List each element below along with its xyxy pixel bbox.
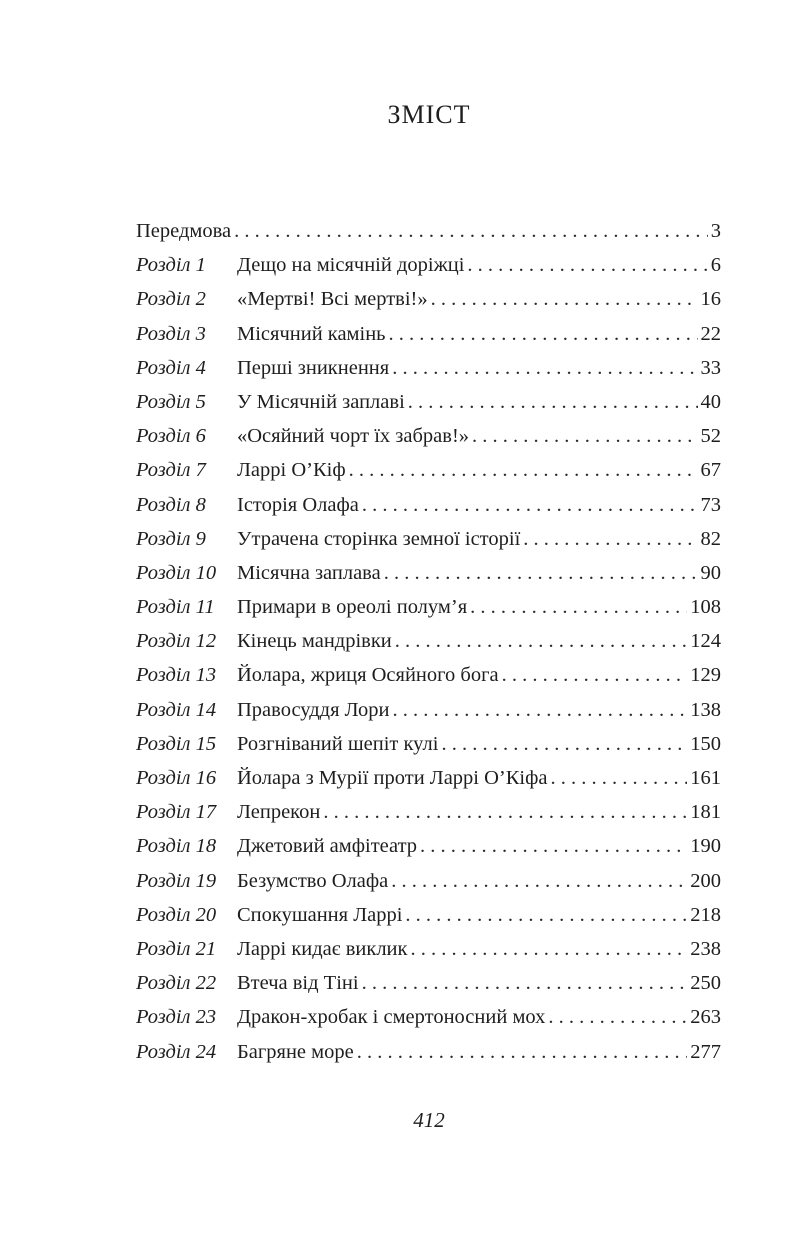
toc-chapter-label: Розділ 5 bbox=[136, 390, 206, 413]
toc-row bbox=[136, 453, 721, 487]
toc-chapter-title: Втеча від Тіні bbox=[237, 972, 359, 995]
toc-chapter-label: Розділ 14 bbox=[136, 698, 217, 721]
toc-page-number: 129 bbox=[690, 664, 721, 687]
toc-page-number: 218 bbox=[690, 903, 721, 926]
toc-chapter-label: Розділ 1 bbox=[136, 254, 206, 277]
toc-page-number: 6 bbox=[710, 254, 721, 277]
dot-leader bbox=[523, 522, 697, 556]
toc-chapter-title: Примари в ореолі полум’я bbox=[237, 596, 468, 619]
toc-chapter-label: Розділ 18 bbox=[136, 835, 217, 858]
table-of-contents bbox=[136, 214, 721, 1069]
toc-chapter-label: Розділ 15 bbox=[136, 732, 217, 755]
toc-chapter-title: Місячна заплава bbox=[237, 561, 381, 584]
toc-chapter-label: Розділ 20 bbox=[136, 903, 217, 926]
toc-row bbox=[136, 1000, 721, 1034]
toc-chapter-title: У Місячній заплаві bbox=[237, 390, 405, 413]
toc-chapter-title: «Осяйний чорт їх забрав!» bbox=[237, 425, 470, 448]
toc-row bbox=[136, 282, 721, 316]
page-number-footer: 412 bbox=[413, 1108, 445, 1132]
toc-preface-row bbox=[136, 214, 721, 248]
toc-preface-label: Передмова bbox=[136, 220, 232, 242]
toc-row bbox=[136, 693, 721, 727]
dot-leader bbox=[389, 317, 698, 351]
dot-leader bbox=[362, 488, 698, 522]
toc-chapter-label: Розділ 23 bbox=[136, 1006, 217, 1029]
toc-row bbox=[136, 556, 721, 590]
toc-row bbox=[136, 488, 721, 522]
toc-chapter-title: Ларрі кидає виклик bbox=[237, 937, 408, 960]
toc-page-number: 124 bbox=[690, 630, 721, 653]
toc-page-number: 190 bbox=[690, 835, 721, 858]
toc-row bbox=[136, 795, 721, 829]
toc-chapter-title: Перші зникнення bbox=[237, 356, 390, 379]
toc-row bbox=[136, 761, 721, 795]
toc-page-number: 277 bbox=[690, 1040, 721, 1063]
toc-page-number: 40 bbox=[700, 390, 721, 413]
toc-chapter-label: Розділ 3 bbox=[136, 322, 206, 345]
toc-chapter-label: Розділ 13 bbox=[136, 664, 217, 687]
dot-leader bbox=[548, 1000, 687, 1034]
toc-row bbox=[136, 727, 721, 761]
toc-row bbox=[136, 522, 721, 556]
toc-chapter-title: «Мертві! Всі мертві!» bbox=[237, 288, 428, 311]
toc-page-number: 181 bbox=[690, 801, 721, 824]
toc-page-number: 16 bbox=[700, 288, 721, 311]
dot-leader bbox=[362, 966, 688, 1000]
dot-leader bbox=[467, 248, 707, 282]
toc-chapter-label: Розділ 10 bbox=[136, 561, 217, 584]
dot-leader bbox=[470, 590, 687, 624]
toc-chapter-title: Лепрекон bbox=[237, 801, 321, 824]
dot-leader bbox=[551, 761, 688, 795]
toc-row bbox=[136, 351, 721, 385]
toc-chapter-label: Розділ 21 bbox=[136, 937, 217, 960]
dot-leader bbox=[472, 419, 697, 453]
toc-row bbox=[136, 658, 721, 692]
toc-chapter-list bbox=[136, 248, 721, 1069]
toc-chapter-title: Розгніваний шепіт кулі bbox=[237, 732, 439, 755]
toc-page-number: 150 bbox=[690, 732, 721, 755]
toc-chapter-label: Розділ 9 bbox=[136, 527, 206, 550]
toc-row bbox=[136, 419, 721, 453]
toc-chapter-label: Розділ 19 bbox=[136, 869, 217, 892]
toc-chapter-label: Розділ 17 bbox=[136, 801, 217, 824]
toc-page-number: 3 bbox=[710, 220, 721, 242]
dot-leader bbox=[323, 795, 687, 829]
dot-leader bbox=[234, 214, 708, 248]
toc-page-number: 263 bbox=[690, 1006, 721, 1029]
toc-page-number: 200 bbox=[690, 869, 721, 892]
dot-leader bbox=[408, 385, 698, 419]
dot-leader bbox=[441, 727, 687, 761]
toc-chapter-label: Розділ 24 bbox=[136, 1040, 217, 1063]
dot-leader bbox=[431, 282, 698, 316]
toc-row bbox=[136, 864, 721, 898]
toc-chapter-title: Джетовий амфітеатр bbox=[237, 835, 418, 858]
dot-leader bbox=[357, 1035, 688, 1069]
toc-row bbox=[136, 966, 721, 1000]
toc-chapter-title: Безумство Олафа bbox=[237, 869, 389, 892]
toc-page-number: 67 bbox=[700, 459, 721, 482]
toc-chapter-label: Розділ 7 bbox=[136, 459, 206, 482]
toc-page-number: 238 bbox=[690, 937, 721, 960]
toc-chapter-title: Багряне море bbox=[237, 1040, 354, 1063]
toc-chapter-label: Розділ 11 bbox=[136, 596, 215, 619]
dot-leader bbox=[391, 864, 687, 898]
toc-chapter-label: Розділ 4 bbox=[136, 356, 206, 379]
toc-page-number: 108 bbox=[690, 596, 721, 619]
toc-page-number: 52 bbox=[700, 425, 721, 448]
toc-chapter-title: Дракон-хробак і смертоносний мох bbox=[237, 1006, 546, 1029]
toc-page-number: 161 bbox=[690, 767, 721, 789]
toc-page-number: 22 bbox=[700, 322, 721, 345]
toc-row bbox=[136, 898, 721, 932]
dot-leader bbox=[392, 351, 697, 385]
toc-chapter-label: Розділ 12 bbox=[136, 630, 217, 653]
dot-leader bbox=[410, 932, 687, 966]
toc-chapter-label: Розділ 8 bbox=[136, 493, 206, 516]
toc-chapter-title: Історія Олафа bbox=[237, 493, 359, 516]
dot-leader bbox=[349, 453, 698, 487]
dot-leader bbox=[405, 898, 687, 932]
toc-chapter-title: Правосуддя Лори bbox=[237, 698, 390, 721]
dot-leader bbox=[395, 624, 687, 658]
toc-chapter-title: Ларрі О’Кіф bbox=[237, 459, 346, 482]
toc-chapter-label: Розділ 16 bbox=[136, 767, 217, 789]
toc-chapter-label: Розділ 6 bbox=[136, 425, 206, 448]
dot-leader bbox=[384, 556, 698, 590]
toc-chapter-title: Дещо на місячній доріжці bbox=[237, 254, 465, 277]
toc-chapter-title: Йолара, жриця Осяйного бога bbox=[237, 664, 499, 687]
toc-row bbox=[136, 829, 721, 863]
toc-chapter-title: Місячний камінь bbox=[237, 322, 386, 345]
toc-row bbox=[136, 1035, 721, 1069]
toc-chapter-title: Спокушання Ларрі bbox=[237, 903, 403, 926]
toc-row bbox=[136, 248, 721, 282]
toc-page-number: 82 bbox=[700, 527, 721, 550]
toc-page-number: 33 bbox=[700, 356, 721, 379]
toc-row bbox=[136, 932, 721, 966]
toc-chapter-title: Утрачена сторінка земної історії bbox=[237, 527, 521, 550]
toc-page-number: 250 bbox=[690, 972, 721, 995]
toc-page-number: 138 bbox=[690, 698, 721, 721]
dot-leader bbox=[393, 693, 688, 727]
toc-chapter-title: Йолара з Мурії проти Ларрі О’Кіфа bbox=[237, 767, 548, 789]
dot-leader bbox=[502, 658, 688, 692]
toc-chapter-label: Розділ 22 bbox=[136, 972, 217, 995]
toc-row bbox=[136, 385, 721, 419]
toc-chapter-label: Розділ 2 bbox=[136, 288, 206, 311]
toc-row bbox=[136, 590, 721, 624]
dot-leader bbox=[420, 829, 687, 863]
toc-row bbox=[136, 317, 721, 351]
toc-page-number: 73 bbox=[700, 493, 721, 516]
toc-row bbox=[136, 624, 721, 658]
toc-chapter-title: Кінець мандрівки bbox=[237, 630, 392, 653]
page-title: ЗМІСТ bbox=[387, 100, 471, 129]
toc-page-number: 90 bbox=[700, 561, 721, 584]
